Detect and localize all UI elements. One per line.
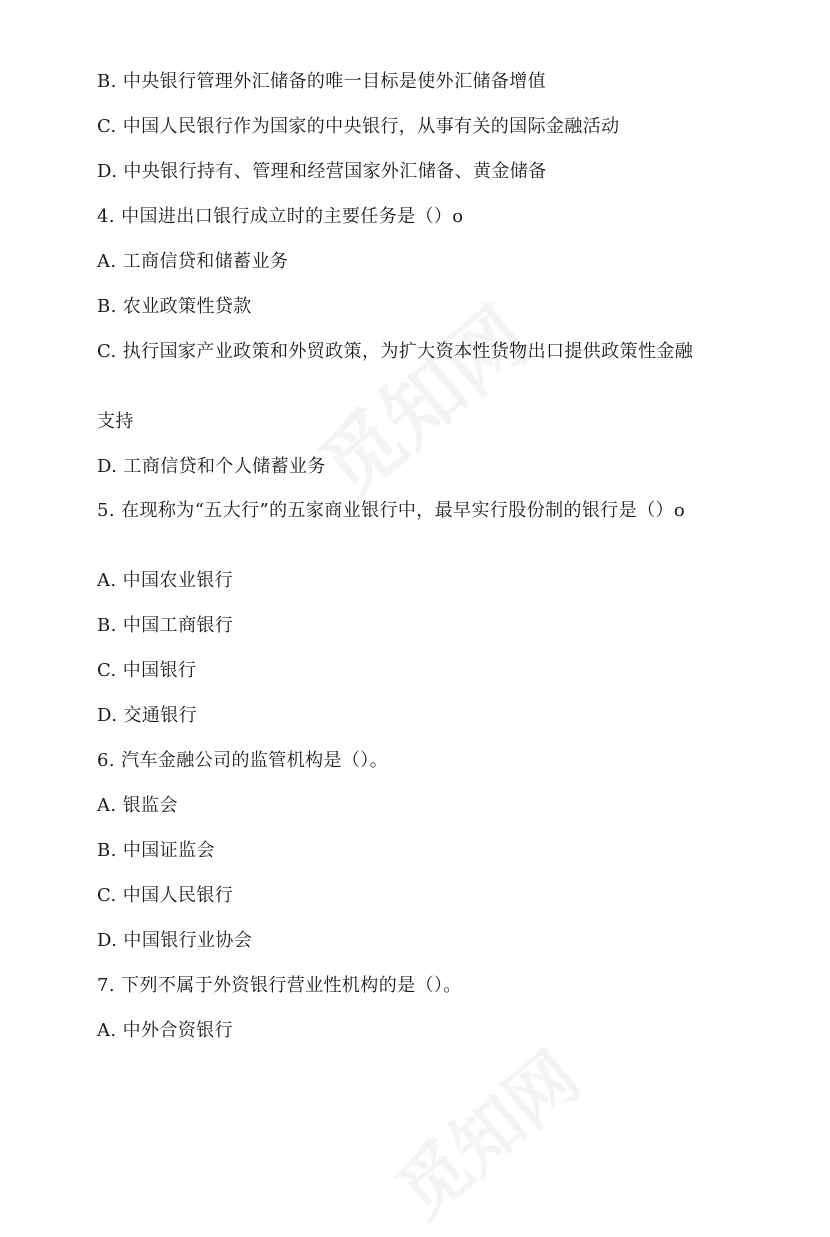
option-b: B. 中央银行管理外汇储备的唯一目标是使外汇储备增值 <box>97 71 547 92</box>
option-d: D. 工商信贷和个人储蓄业务 <box>97 456 326 477</box>
option-b: B. 农业政策性贷款 <box>97 296 252 317</box>
option-a: A. 工商信贷和储蓄业务 <box>97 251 289 272</box>
option-c: C. 中国人民银行作为国家的中央银行，从事有关的国际金融活动 <box>97 116 620 137</box>
question-6: 6. 汽车金融公司的监管机构是（）。 <box>97 750 389 771</box>
watermark-text <box>372 1024 598 1236</box>
option-c: C. 中国人民银行 <box>97 885 234 906</box>
option-b: B. 中国证监会 <box>97 840 215 861</box>
option-c: C. 执行国家产业政策和外贸政策，为扩大资本性货物出口提供政策性金融 <box>97 341 694 362</box>
question-4: 4. 中国进出口银行成立时的主要任务是（）o <box>97 206 464 227</box>
question-7: 7. 下列不属于外资银行营业性机构的是（）。 <box>97 975 462 996</box>
option-c-continued: 支持 <box>97 411 134 432</box>
option-a: A. 中国农业银行 <box>97 570 234 591</box>
option-c: C. 中国银行 <box>97 660 197 681</box>
option-a: A. 银监会 <box>97 795 178 816</box>
option-d: D. 中国银行业协会 <box>97 930 253 951</box>
option-d: D. 中央银行持有、管理和经营国家外汇储备、黄金储备 <box>97 161 547 182</box>
option-a: A. 中外合资银行 <box>97 1020 234 1041</box>
question-5: 5. 在现称为“五大行”的五家商业银行中，最早实行股份制的银行是（）o <box>97 500 686 521</box>
option-b: B. 中国工商银行 <box>97 615 234 636</box>
option-d: D. 交通银行 <box>97 705 198 726</box>
